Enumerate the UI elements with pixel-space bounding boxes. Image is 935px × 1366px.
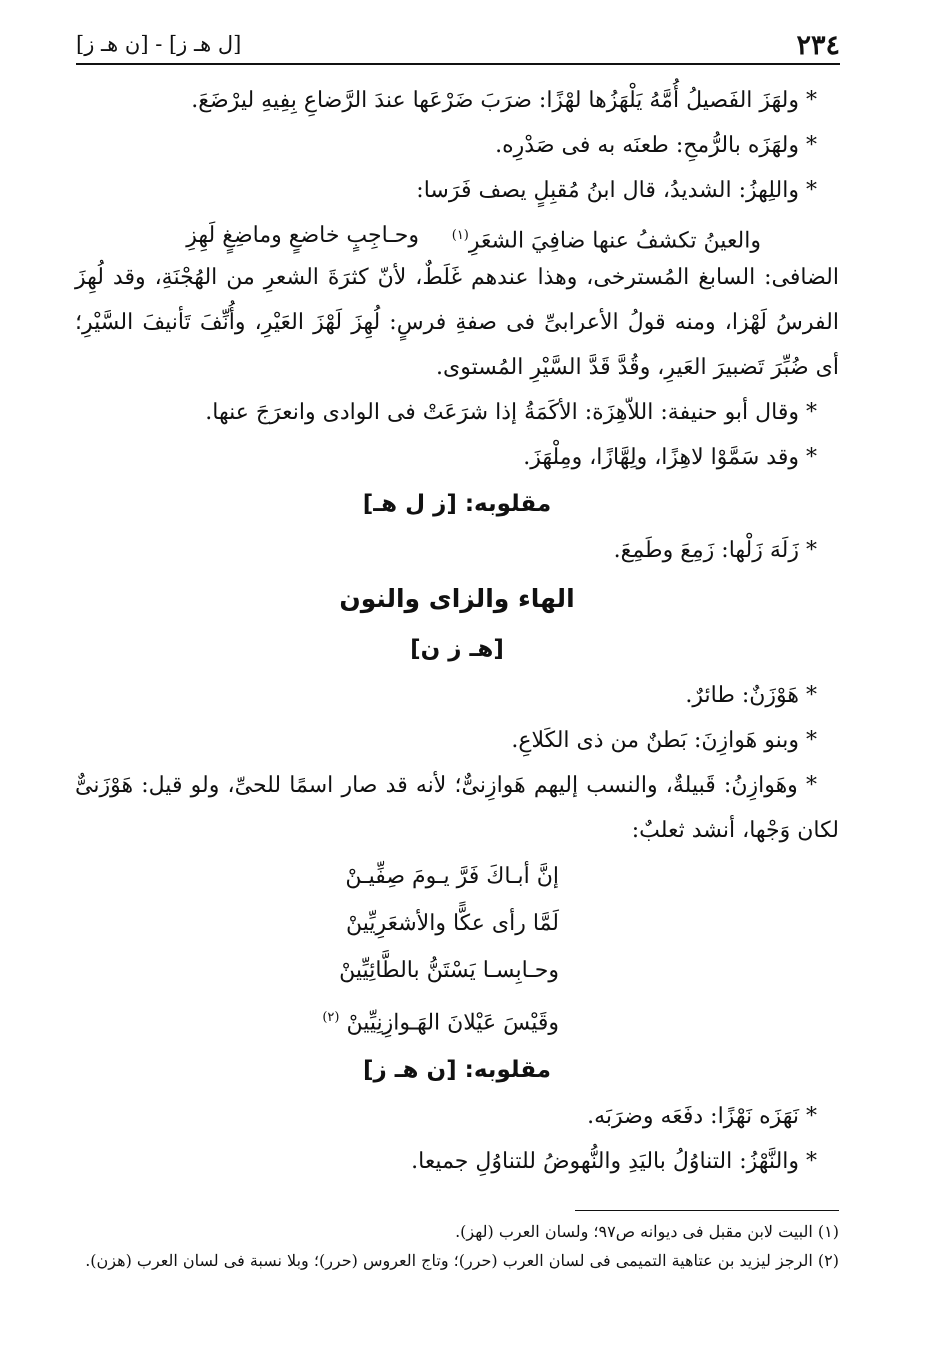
- entry: الضافى: السابغ المُسترخى، وهذا عندهم غَلَطٌ، لأنّ كثرَةَ الشعرِ من الهُجْنَةِ، وقد لُهِزَ الفرسُ لَهْزا، ومنه قولُ الأعرابىِّ فى صفةِ فرسٍ: لُهِزَ لَهْزَ العَيْرِ، وأُنِّفَ تَأنيفَ السَّيْرِ؛ أى ضُبِّرَ تَضبيرَ العَيرِ، وقُدَّ قَدَّ السَّيْرِ المُستوى.: [75, 265, 839, 380]
- entry: * ولهَزَه بالرُّمحِ: طعنَه به فى صَدْرِه.: [495, 133, 817, 158]
- entry: * زَلَهَ زَلْها: زَمِعَ وطَمِعَ.: [613, 538, 817, 563]
- entry: * هَوْزَنٌ: طائرٌ.: [685, 683, 817, 708]
- running-title: [ل هـ ز] - [ن هـ ز]: [76, 32, 242, 56]
- entry: * والنَّهْزُ: التناوُلُ باليَدِ والنُّهوضُ للتناوُلِ جميعا.: [411, 1149, 817, 1175]
- chapter-title: الهاء والزاى والنون: [339, 584, 575, 613]
- poem: [75, 853, 839, 1046]
- entry: * وبنو هَوازِنَ: بَطنٌ من ذى الكَلاعِ.: [511, 728, 817, 753]
- poem-line: لَمَّا رأى عكًّا والأشعَرِيِّينْ: [345, 911, 559, 936]
- footnote: (١) البيت لابن مقبل فى ديوانه ص٩٧؛ ولسان العرب (لهز).: [455, 1222, 839, 1241]
- header-rule: [76, 63, 840, 65]
- footnote: (٢) الرجز ليزيد بن عتاهية التميمى فى لسان العرب (حرر)؛ وتاج العروس (حرر)؛ وبلا نسبة فى لسان العرب (هزن).: [85, 1251, 839, 1270]
- entry: * وقال أبو حنيفة: اللاّهِزَة: الأكَمَةُ إذا شرَعَتْ فى الوادى وانعرَجَ عنها.: [205, 400, 817, 425]
- footnote-marker: (٢): [322, 1010, 340, 1025]
- poem-line: وقَيْسَ عَيْلانَ الهَـوازِنِيِّينْ $^{(٢)}$: [322, 1010, 559, 1036]
- entry: * واللِهزُ: الشديدُ، قال ابنُ مُقبِلٍ يصف فَرَسا:: [416, 178, 817, 203]
- poem-line: وحـابِسـا يَسْتَنُّ بالطَّائِيِّينْ: [339, 958, 559, 983]
- section-heading: [هـ ز ن]: [410, 636, 504, 662]
- entry: * ولهَزَ الفَصيلُ أُمَّهُ يَلْهَزُها لهْزًا: ضرَبَ ضَرْعَها عندَ الرَّضاعِ بِفِيهِ ليرْضَعَ.: [191, 88, 817, 113]
- page-header: [76, 30, 840, 66]
- poem-line: إنَّ أبـاكَ فَرَّ يـومَ صِفِّيـنْ: [345, 864, 559, 889]
- verse-line: [75, 213, 839, 255]
- page-number: ٢٣٤: [796, 30, 840, 61]
- entry: * نَهَزَه نَهْزًا: دفَعَه وضرَبَه.: [587, 1104, 817, 1130]
- entry: * وقد سَمَّوْا لاهِزًا، ولِهَّازًا، ومِلْهَزَ.: [523, 445, 817, 470]
- footnotes: [75, 1217, 839, 1275]
- entry: * وهَوازِنُ: قَبيلةٌ، والنسب إليهم هَوازِنىٌّ؛ لأنه قد صار اسمًا للحىِّ، ولو قيل: هَوْزَنىٌّ لكان وَجْها، أنشد ثعلبٌ:: [75, 773, 839, 843]
- section-heading: مقلوبه: [ز ل هـ]: [362, 491, 552, 517]
- footnote-marker: (١): [451, 228, 469, 243]
- verse-hemistich: وحـاجِبٍ خاضعٍ وماضِغٍ لَهِزِ: [186, 223, 419, 248]
- section-heading: مقلوبه: [ن هـ ز]: [362, 1057, 552, 1084]
- main-text: [75, 78, 839, 1184]
- verse-hemistich: والعينُ تكشفُ عنها ضافِيَ الشعَرِ$^{(١)}$: [451, 228, 761, 254]
- footnote-rule: [575, 1210, 839, 1211]
